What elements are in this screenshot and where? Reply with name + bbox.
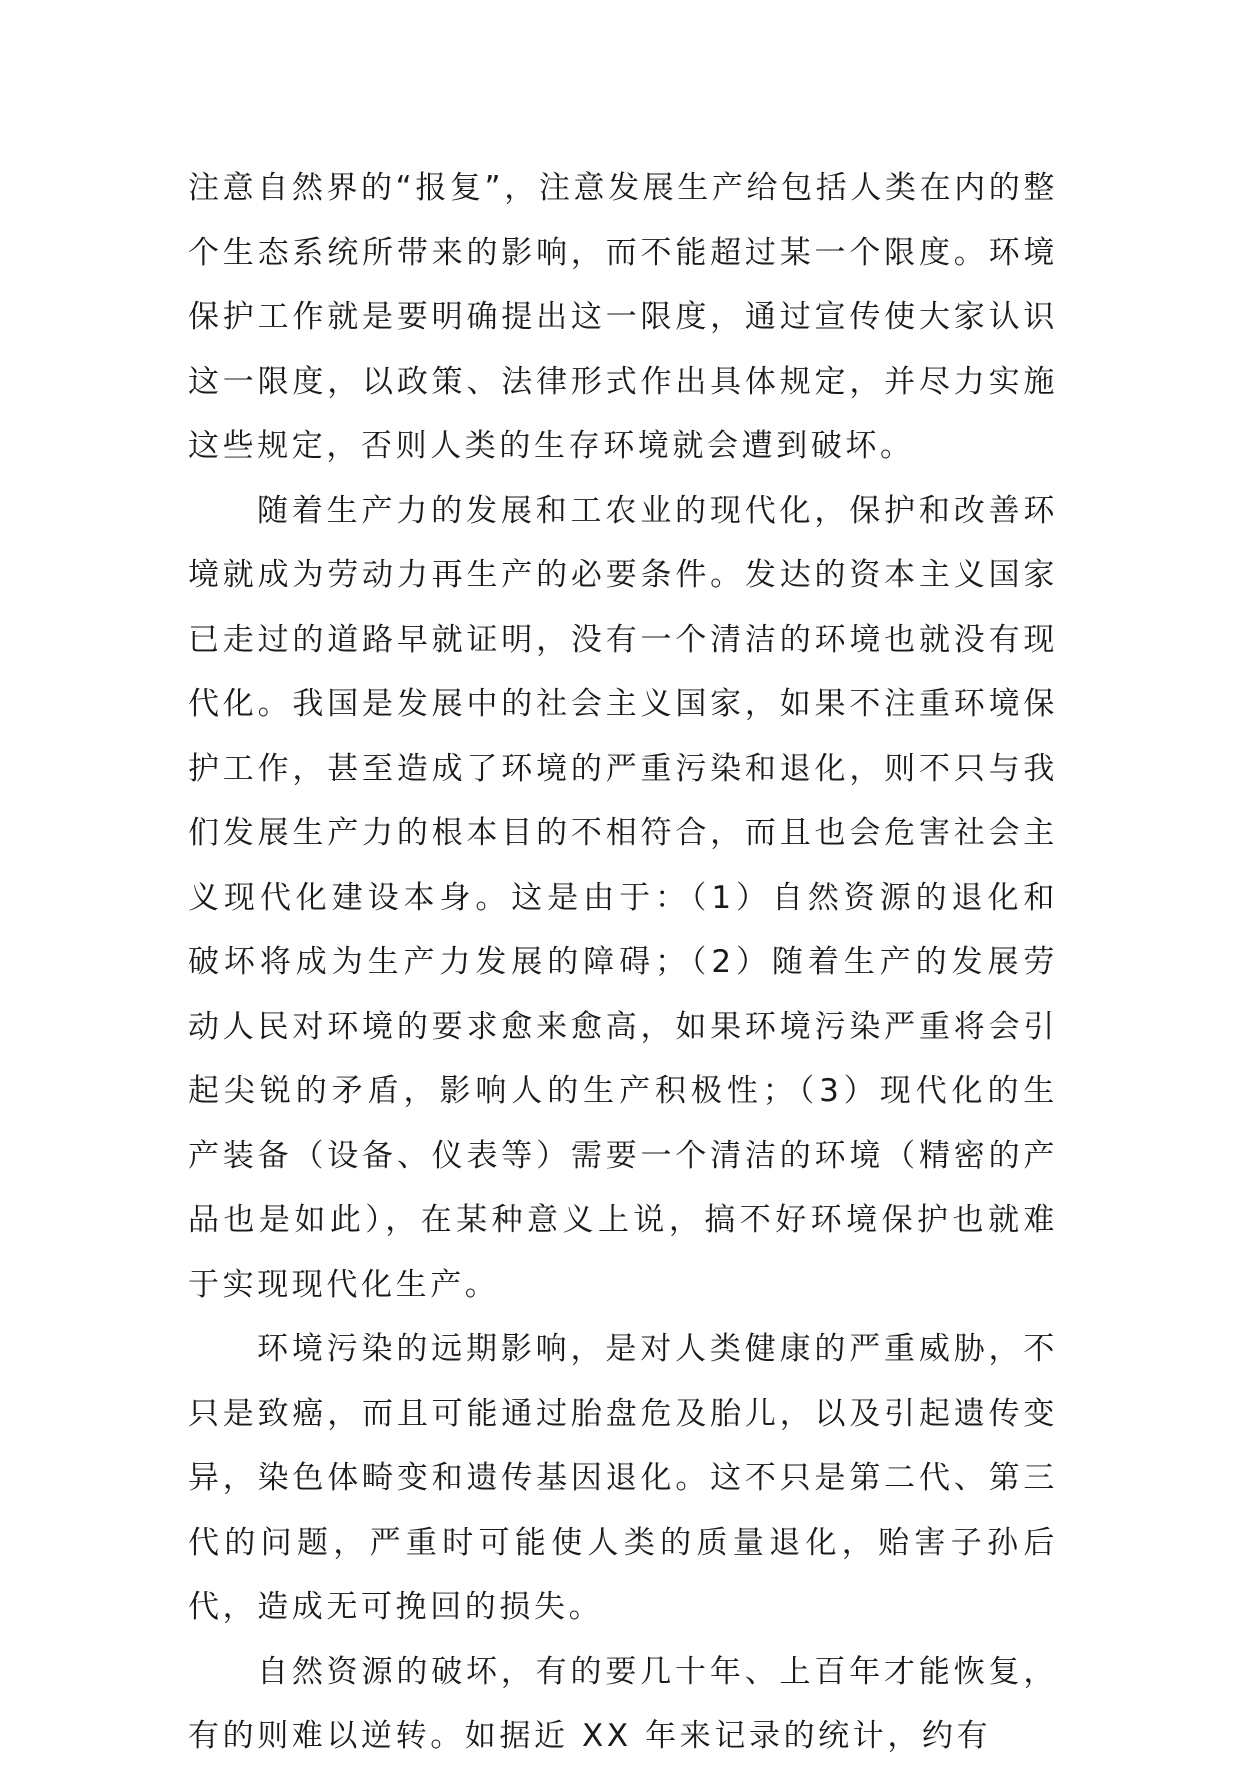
paragraph: 环境污染的远期影响，是对人类健康的严重威胁，不只是致癌，而且可能通过胎盘危及胎儿，以及引起遗传变异，染色体畸变和遗传基因退化。这不只是第二代、第三代的问题，严重时可能使人类的质量退化，贻害子孙后代，造成无可挽回的损失。 bbox=[188, 1331, 1058, 1625]
paragraph: 注意自然界的“报复”，注意发展生产给包括人类在内的整个生态系统所带来的影响，而不能超过某一个限度。环境保护工作就是要明确提出这一限度，通过宣传使大家认识这一限度，以政策、法律形式作出具体规定，并尽力实施这些规定，否则人类的生存环境就会遭到破坏。 bbox=[188, 170, 1058, 464]
paragraph: 随着生产力的发展和工农业的现代化，保护和改善环境就成为劳动力再生产的必要条件。发达的资本主义国家已走过的道路早就证明，没有一个清洁的环境也就没有现代化。我国是发展中的社会主义国家，如果不注重环境保护工作，甚至造成了环境的严重污染和退化，则不只与我们发展生产力的根本目的不相符合，而且也会危害社会主义现代化建设本身。这是由于：（1）自然资源的退化和破坏将成为生产力发展的障碍；（2）随着生产的发展劳动人民对环境的要求愈来愈高，如果环境污染严重将会引起尖锐的矛盾，影响人的生产积极性；（3）现代化的生产装备（设备、仪表等）需要一个清洁的环境（精密的产品也是如此），在某种意义上说，搞不好环境保护也就难于实现现代化生产。 bbox=[188, 492, 1058, 1303]
paragraph: 自然资源的破坏，有的要几十年、上百年才能恢复，有的则难以逆转。如据近 XX 年来记录的统计，约有 bbox=[188, 1653, 1058, 1754]
body-text bbox=[188, 156, 1058, 1769]
